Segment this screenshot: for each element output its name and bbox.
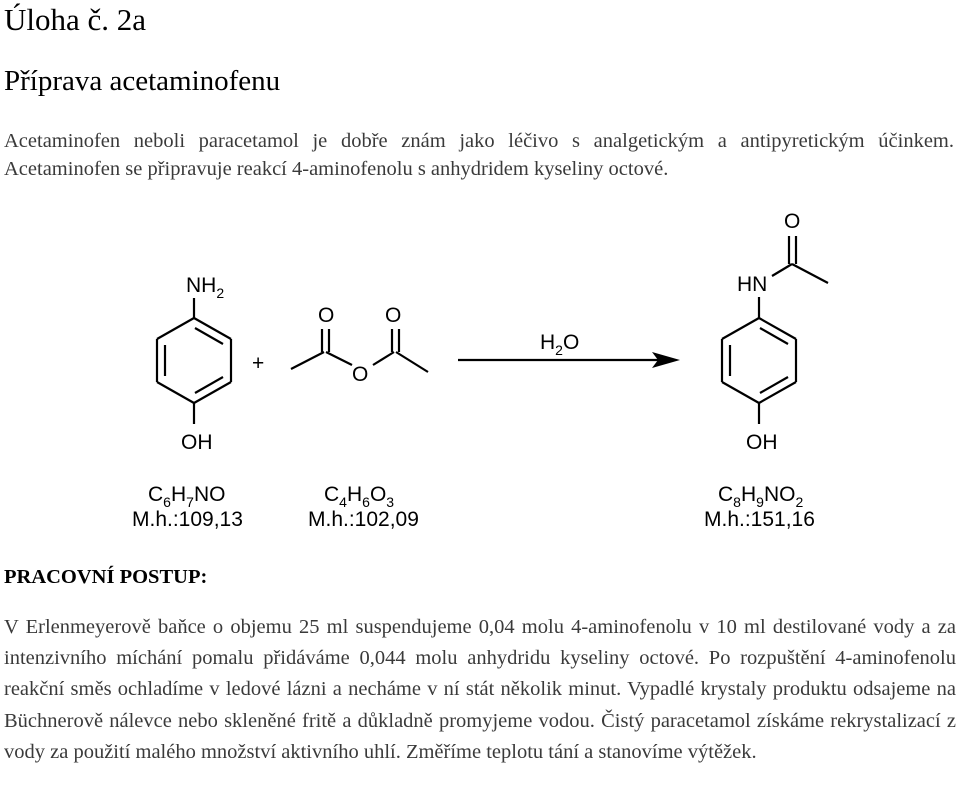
formula-reactant2: $C_4H_6O_3$ [324,483,395,510]
molar-mass-reactant2: M.h.:102,09 [308,508,419,531]
formula-reactant1: $C_6H_7NO$ [148,483,226,510]
reaction-condition: $H_2O$ [540,331,580,358]
product-acetaminophen [704,210,828,531]
hydroxyl-label: OH [181,431,213,454]
procedure-paragraph: V Erlenmeyerově baňce o objemu 25 ml suspendujeme 0,04 molu 4-aminofenolu v 10 ml destilované vody a za intenzivního míchání pomalu přidáváme 0,044 molu anhydridu kyseliny octové. Po rozpuštění 4-aminofenolu reakční směs ochladíme v ledové lázni a necháme v ní stát několik minut. Vypadlé krystaly produktu odsajeme na Büchnerově nálevce nebo skleněné fritě a důkladně promyjeme vodou. Čistý paracetamol získáme rekrystalizací z vody za použití malého množství aktivního uhlí. Změříme teplotu tání a stanovíme výtěžek. [4,616,956,763]
bridge-o: O [352,363,369,386]
amide-nh-label: HN [737,273,768,296]
formula-product: $C_8H_9NO_2$ [718,483,804,510]
reactant-acetic-anhydride [291,304,428,531]
amino-group-label: $NH_2$ [186,274,225,301]
reactant-aminophenol [132,274,243,531]
product-hydroxyl-label: OH [746,431,778,454]
intro-paragraph: Acetaminofen neboli paracetamol je dobře znám jako léčivo s analgetickým a antipyretickým účinkem. Acetaminofen se připravuje reakcí 4-aminofenolu s anhydridem kyseliny octové. [4,130,954,180]
task-title: Úloha č. 2a [4,2,147,37]
plus-sign: + [252,352,265,375]
benzene-ring [157,318,231,403]
procedure-title: PRACOVNÍ POSTUP: [4,566,208,588]
carbonyl-o-right: O [385,304,402,327]
product-carbonyl-o: O [784,210,801,233]
molar-mass-reactant1: M.h.:109,13 [132,508,243,531]
reaction-scheme [0,200,960,545]
reaction-arrow [458,331,680,368]
carbonyl-o-left: O [318,304,335,327]
benzene-ring [722,318,796,403]
molar-mass-product: M.h.:151,16 [704,508,815,531]
document-title: Příprava acetaminofenu [4,65,281,97]
